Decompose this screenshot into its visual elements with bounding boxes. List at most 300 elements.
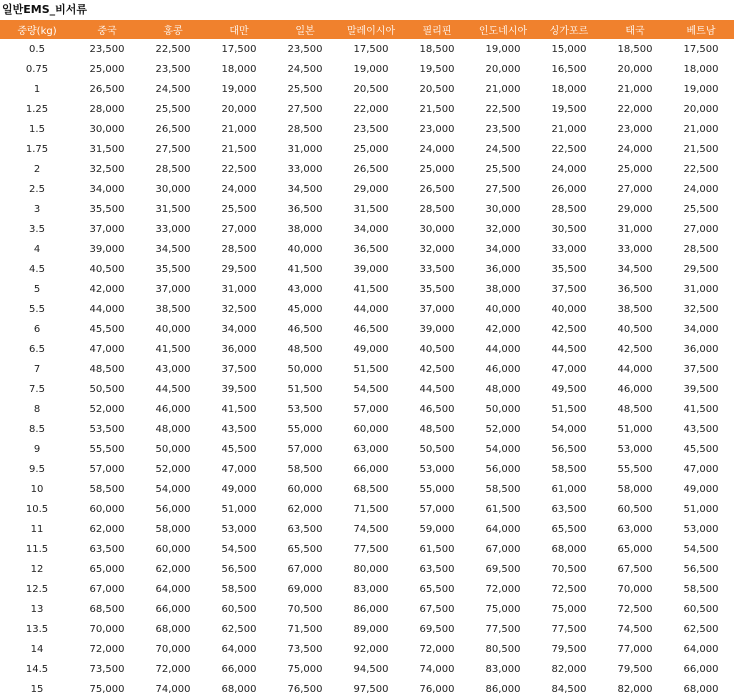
weight-cell: 12.5	[25, 583, 49, 595]
rate-cell: 42,500	[617, 343, 653, 355]
table-row	[0, 99, 734, 119]
rate-cell: 40,000	[551, 303, 587, 315]
weight-cell: 5	[33, 283, 41, 295]
rate-cell: 89,000	[353, 623, 389, 635]
rate-cell: 49,000	[683, 483, 719, 495]
rate-cell: 50,000	[485, 403, 521, 415]
rate-cell: 72,000	[89, 643, 125, 655]
rate-cell: 31,500	[353, 203, 389, 215]
rate-cell: 24,000	[617, 143, 653, 155]
rate-cell: 64,000	[155, 583, 191, 595]
rate-cell: 41,500	[221, 403, 257, 415]
rate-cell: 74,000	[419, 663, 455, 675]
rate-cell: 19,500	[419, 63, 455, 75]
table-row	[0, 259, 734, 279]
rate-cell: 25,500	[485, 163, 521, 175]
table-row	[0, 59, 734, 79]
rate-cell: 37,500	[551, 283, 587, 295]
rate-cell: 55,000	[419, 483, 455, 495]
rate-cell: 22,000	[353, 103, 389, 115]
rate-cell: 20,000	[617, 63, 653, 75]
rate-cell: 30,000	[419, 223, 455, 235]
table-row	[0, 479, 734, 499]
header-country: 인도네시아	[470, 20, 536, 39]
rate-cell: 32,500	[683, 303, 719, 315]
rate-cell: 44,000	[89, 303, 125, 315]
rate-cell: 45,500	[683, 443, 719, 455]
rate-cell: 86,000	[485, 683, 521, 695]
rate-cell: 94,500	[353, 663, 389, 675]
rate-cell: 86,000	[353, 603, 389, 615]
rate-cell: 57,000	[353, 403, 389, 415]
rate-cell: 16,500	[551, 63, 587, 75]
weight-cell: 14.5	[25, 663, 49, 675]
table-row	[0, 319, 734, 339]
rate-cell: 27,000	[683, 223, 719, 235]
weight-cell: 10	[30, 483, 44, 495]
rate-cell: 35,500	[155, 263, 191, 275]
rate-cell: 46,500	[287, 323, 323, 335]
rate-cell: 69,000	[287, 583, 323, 595]
rate-cell: 42,500	[419, 363, 455, 375]
rate-cell: 58,500	[485, 483, 521, 495]
rate-cell: 41,500	[353, 283, 389, 295]
table-row	[0, 679, 734, 699]
rate-cell: 19,000	[353, 63, 389, 75]
rate-cell: 45,000	[287, 303, 323, 315]
table-row	[0, 79, 734, 99]
rate-cell: 69,500	[419, 623, 455, 635]
rate-cell: 67,500	[617, 563, 653, 575]
rate-cell: 70,500	[551, 563, 587, 575]
table-row	[0, 399, 734, 419]
rate-cell: 25,500	[155, 103, 191, 115]
rate-cell: 26,000	[551, 183, 587, 195]
table-header-row	[0, 20, 734, 39]
rate-cell: 34,000	[485, 243, 521, 255]
weight-cell: 1.5	[29, 123, 45, 135]
header-country: 태국	[602, 20, 668, 39]
rate-cell: 40,000	[485, 303, 521, 315]
rate-cell: 54,000	[551, 423, 587, 435]
weight-cell: 9	[33, 443, 41, 455]
rate-cell: 76,500	[287, 683, 323, 695]
rate-cell: 39,000	[353, 263, 389, 275]
header-country: 베트남	[668, 20, 734, 39]
rate-cell: 49,000	[353, 343, 389, 355]
rate-cell: 56,000	[485, 463, 521, 475]
weight-cell: 6.5	[29, 343, 45, 355]
rate-cell: 60,500	[683, 603, 719, 615]
rate-cell: 58,000	[617, 483, 653, 495]
rate-cell: 28,500	[221, 243, 257, 255]
rate-cell: 34,000	[683, 323, 719, 335]
rate-cell: 22,500	[155, 43, 191, 55]
rate-cell: 33,000	[287, 163, 323, 175]
rate-cell: 49,000	[221, 483, 257, 495]
rate-cell: 50,500	[419, 443, 455, 455]
rate-cell: 64,000	[683, 643, 719, 655]
rate-cell: 26,500	[353, 163, 389, 175]
rate-cell: 56,500	[683, 563, 719, 575]
rate-cell: 48,500	[287, 343, 323, 355]
rate-cell: 84,500	[551, 683, 587, 695]
rate-cell: 27,500	[155, 143, 191, 155]
rate-cell: 49,500	[551, 383, 587, 395]
weight-cell: 3	[33, 203, 41, 215]
rate-cell: 21,000	[683, 123, 719, 135]
rate-cell: 43,000	[155, 363, 191, 375]
rate-cell: 35,500	[89, 203, 125, 215]
rate-cell: 43,000	[287, 283, 323, 295]
rate-cell: 46,000	[485, 363, 521, 375]
table-row	[0, 659, 734, 679]
rate-cell: 82,000	[617, 683, 653, 695]
rate-cell: 44,000	[485, 343, 521, 355]
table-row	[0, 579, 734, 599]
weight-cell: 1.75	[25, 143, 49, 155]
rate-cell: 29,000	[353, 183, 389, 195]
rate-cell: 46,000	[155, 403, 191, 415]
rate-cell: 30,500	[551, 223, 587, 235]
rate-cell: 77,500	[353, 543, 389, 555]
table-row	[0, 599, 734, 619]
rate-cell: 66,000	[683, 663, 719, 675]
rate-cell: 64,000	[221, 643, 257, 655]
rate-cell: 54,500	[353, 383, 389, 395]
rate-cell: 28,000	[89, 103, 125, 115]
rate-cell: 28,500	[419, 203, 455, 215]
rate-cell: 75,000	[551, 603, 587, 615]
rate-cell: 23,000	[419, 123, 455, 135]
rate-cell: 19,000	[485, 43, 521, 55]
rate-cell: 42,000	[89, 283, 125, 295]
rate-cell: 39,500	[221, 383, 257, 395]
rate-cell: 24,000	[221, 183, 257, 195]
weight-cell: 2	[33, 163, 41, 175]
rate-cell: 23,500	[155, 63, 191, 75]
table-row	[0, 439, 734, 459]
rate-cell: 22,000	[617, 103, 653, 115]
table-row	[0, 459, 734, 479]
rate-cell: 68,000	[683, 683, 719, 695]
rate-cell: 48,500	[617, 403, 653, 415]
rate-cell: 32,500	[221, 303, 257, 315]
rate-cell: 65,500	[419, 583, 455, 595]
rate-cell: 51,500	[551, 403, 587, 415]
rate-cell: 25,500	[287, 83, 323, 95]
rate-cell: 71,500	[287, 623, 323, 635]
rate-cell: 40,500	[89, 263, 125, 275]
rate-table	[0, 20, 734, 699]
rate-cell: 50,500	[89, 383, 125, 395]
rate-cell: 59,000	[419, 523, 455, 535]
rate-cell: 46,500	[353, 323, 389, 335]
rate-cell: 39,000	[89, 243, 125, 255]
table-row	[0, 339, 734, 359]
rate-cell: 62,500	[221, 623, 257, 635]
rate-cell: 21,000	[551, 123, 587, 135]
table-body	[0, 39, 734, 699]
rate-cell: 45,500	[89, 323, 125, 335]
rate-cell: 25,500	[221, 203, 257, 215]
rate-cell: 25,000	[419, 163, 455, 175]
rate-cell: 61,000	[551, 483, 587, 495]
rate-cell: 27,000	[221, 223, 257, 235]
rate-cell: 83,000	[353, 583, 389, 595]
rate-cell: 27,000	[617, 183, 653, 195]
rate-cell: 29,000	[617, 203, 653, 215]
rate-cell: 70,000	[155, 643, 191, 655]
rate-cell: 44,500	[419, 383, 455, 395]
rate-cell: 32,000	[485, 223, 521, 235]
rate-cell: 21,000	[617, 83, 653, 95]
rate-cell: 18,000	[683, 63, 719, 75]
table-row	[0, 539, 734, 559]
rate-cell: 69,500	[485, 563, 521, 575]
rate-cell: 40,500	[617, 323, 653, 335]
table-row	[0, 419, 734, 439]
rate-cell: 65,500	[551, 523, 587, 535]
rate-cell: 58,500	[287, 463, 323, 475]
rate-cell: 27,500	[287, 103, 323, 115]
rate-cell: 18,500	[419, 43, 455, 55]
rate-cell: 66,000	[155, 603, 191, 615]
rate-cell: 79,500	[551, 643, 587, 655]
rate-cell: 31,000	[683, 283, 719, 295]
table-row	[0, 559, 734, 579]
rate-cell: 28,500	[683, 243, 719, 255]
rate-cell: 35,500	[551, 263, 587, 275]
rate-cell: 27,500	[485, 183, 521, 195]
rate-cell: 58,500	[89, 483, 125, 495]
weight-cell: 11	[30, 523, 44, 535]
table-row	[0, 119, 734, 139]
weight-cell: 6	[33, 323, 41, 335]
rate-cell: 53,000	[683, 523, 719, 535]
rate-cell: 47,000	[89, 343, 125, 355]
rate-cell: 68,000	[551, 543, 587, 555]
rate-cell: 62,500	[683, 623, 719, 635]
weight-cell: 4.5	[29, 263, 45, 275]
rate-cell: 60,500	[221, 603, 257, 615]
weight-cell: 0.5	[29, 43, 45, 55]
rate-cell: 24,500	[287, 63, 323, 75]
rate-cell: 36,500	[617, 283, 653, 295]
rate-cell: 22,500	[551, 143, 587, 155]
rate-cell: 34,500	[155, 243, 191, 255]
rate-cell: 53,000	[617, 443, 653, 455]
rate-cell: 18,000	[551, 83, 587, 95]
table-row	[0, 279, 734, 299]
rate-cell: 31,000	[617, 223, 653, 235]
rate-cell: 33,000	[155, 223, 191, 235]
rate-cell: 42,500	[551, 323, 587, 335]
rate-cell: 68,000	[155, 623, 191, 635]
rate-cell: 48,500	[419, 423, 455, 435]
rate-cell: 52,000	[155, 463, 191, 475]
weight-cell: 5.5	[29, 303, 45, 315]
rate-cell: 31,000	[287, 143, 323, 155]
rate-cell: 61,500	[485, 503, 521, 515]
rate-cell: 38,500	[155, 303, 191, 315]
rate-cell: 77,500	[551, 623, 587, 635]
rate-cell: 57,000	[419, 503, 455, 515]
rate-cell: 44,500	[551, 343, 587, 355]
rate-cell: 37,500	[683, 363, 719, 375]
header-country: 중국	[74, 20, 140, 39]
rate-cell: 63,000	[617, 523, 653, 535]
rate-cell: 92,000	[353, 643, 389, 655]
header-country: 말레이시아	[338, 20, 404, 39]
table-row	[0, 159, 734, 179]
rate-cell: 60,000	[155, 543, 191, 555]
rate-cell: 74,500	[353, 523, 389, 535]
header-country: 홍콩	[140, 20, 206, 39]
rate-cell: 68,500	[89, 603, 125, 615]
rate-cell: 55,000	[287, 423, 323, 435]
table-row	[0, 639, 734, 659]
header-weight: 중량(kg)	[0, 20, 74, 39]
rate-cell: 44,500	[155, 383, 191, 395]
rate-cell: 76,000	[419, 683, 455, 695]
weight-cell: 1	[33, 83, 41, 95]
rate-cell: 65,000	[617, 543, 653, 555]
weight-cell: 9.5	[29, 463, 45, 475]
rate-cell: 32,000	[419, 243, 455, 255]
table-row	[0, 39, 734, 59]
table-row	[0, 379, 734, 399]
rate-cell: 58,500	[221, 583, 257, 595]
rate-cell: 63,500	[287, 523, 323, 535]
rate-cell: 24,500	[485, 143, 521, 155]
table-row	[0, 359, 734, 379]
rate-cell: 19,500	[551, 103, 587, 115]
rate-cell: 31,500	[155, 203, 191, 215]
rate-cell: 18,500	[617, 43, 653, 55]
weight-cell: 15	[30, 683, 44, 695]
rate-cell: 29,500	[683, 263, 719, 275]
header-country: 싱가포르	[536, 20, 602, 39]
rate-cell: 73,500	[89, 663, 125, 675]
rate-cell: 38,500	[617, 303, 653, 315]
rate-cell: 47,000	[551, 363, 587, 375]
rate-cell: 56,500	[551, 443, 587, 455]
rate-cell: 47,000	[221, 463, 257, 475]
weight-cell: 8.5	[29, 423, 45, 435]
rate-cell: 20,000	[485, 63, 521, 75]
weight-cell: 7.5	[29, 383, 45, 395]
rate-cell: 72,500	[617, 603, 653, 615]
rate-cell: 74,500	[617, 623, 653, 635]
rate-cell: 24,000	[683, 183, 719, 195]
table-row	[0, 199, 734, 219]
rate-cell: 67,500	[419, 603, 455, 615]
sheet-title: 일반EMS_비서류	[2, 3, 88, 16]
rate-cell: 72,500	[551, 583, 587, 595]
rate-cell: 22,500	[485, 103, 521, 115]
rate-cell: 55,500	[89, 443, 125, 455]
rate-cell: 23,500	[89, 43, 125, 55]
rate-cell: 44,000	[617, 363, 653, 375]
rate-cell: 64,000	[485, 523, 521, 535]
rate-cell: 67,000	[89, 583, 125, 595]
rate-cell: 51,000	[683, 503, 719, 515]
rate-cell: 80,000	[353, 563, 389, 575]
weight-cell: 3.5	[29, 223, 45, 235]
rate-cell: 28,500	[551, 203, 587, 215]
rate-cell: 21,000	[485, 83, 521, 95]
rate-cell: 41,500	[287, 263, 323, 275]
table-row	[0, 499, 734, 519]
weight-cell: 11.5	[25, 543, 49, 555]
rate-cell: 39,500	[683, 383, 719, 395]
weight-cell: 7	[33, 363, 41, 375]
rate-cell: 25,000	[89, 63, 125, 75]
rate-cell: 32,500	[89, 163, 125, 175]
rate-cell: 23,000	[617, 123, 653, 135]
rate-cell: 60,000	[89, 503, 125, 515]
rate-cell: 23,500	[485, 123, 521, 135]
rate-cell: 36,500	[353, 243, 389, 255]
weight-cell: 12	[30, 563, 44, 575]
rate-cell: 80,500	[485, 643, 521, 655]
rate-cell: 46,000	[617, 383, 653, 395]
rate-cell: 33,500	[419, 263, 455, 275]
rate-cell: 97,500	[353, 683, 389, 695]
rate-cell: 36,000	[221, 343, 257, 355]
rate-cell: 55,500	[617, 463, 653, 475]
rate-cell: 50,000	[287, 363, 323, 375]
rate-cell: 25,500	[683, 203, 719, 215]
rate-cell: 79,500	[617, 663, 653, 675]
rate-cell: 63,000	[353, 443, 389, 455]
rate-cell: 48,000	[155, 423, 191, 435]
rate-cell: 63,500	[419, 563, 455, 575]
rate-cell: 57,000	[287, 443, 323, 455]
rate-cell: 50,000	[155, 443, 191, 455]
rate-cell: 43,500	[221, 423, 257, 435]
rate-cell: 51,500	[353, 363, 389, 375]
table-row	[0, 219, 734, 239]
rate-cell: 34,500	[287, 183, 323, 195]
rate-cell: 43,500	[683, 423, 719, 435]
rate-cell: 66,000	[221, 663, 257, 675]
rate-cell: 58,500	[683, 583, 719, 595]
rate-cell: 70,500	[287, 603, 323, 615]
rate-cell: 33,000	[617, 243, 653, 255]
rate-cell: 68,000	[221, 683, 257, 695]
rate-cell: 37,000	[419, 303, 455, 315]
table-row	[0, 619, 734, 639]
rate-cell: 72,000	[485, 583, 521, 595]
rate-cell: 38,000	[485, 283, 521, 295]
rate-cell: 18,000	[221, 63, 257, 75]
rate-cell: 45,500	[221, 443, 257, 455]
rate-cell: 41,500	[683, 403, 719, 415]
rate-cell: 58,000	[155, 523, 191, 535]
weight-cell: 10.5	[25, 503, 49, 515]
rate-cell: 30,000	[485, 203, 521, 215]
rate-cell: 48,000	[485, 383, 521, 395]
rate-cell: 19,000	[683, 83, 719, 95]
rate-cell: 24,000	[551, 163, 587, 175]
rate-cell: 21,500	[419, 103, 455, 115]
rate-cell: 44,000	[353, 303, 389, 315]
rate-cell: 36,000	[485, 263, 521, 275]
header-country: 일본	[272, 20, 338, 39]
rate-cell: 75,000	[287, 663, 323, 675]
